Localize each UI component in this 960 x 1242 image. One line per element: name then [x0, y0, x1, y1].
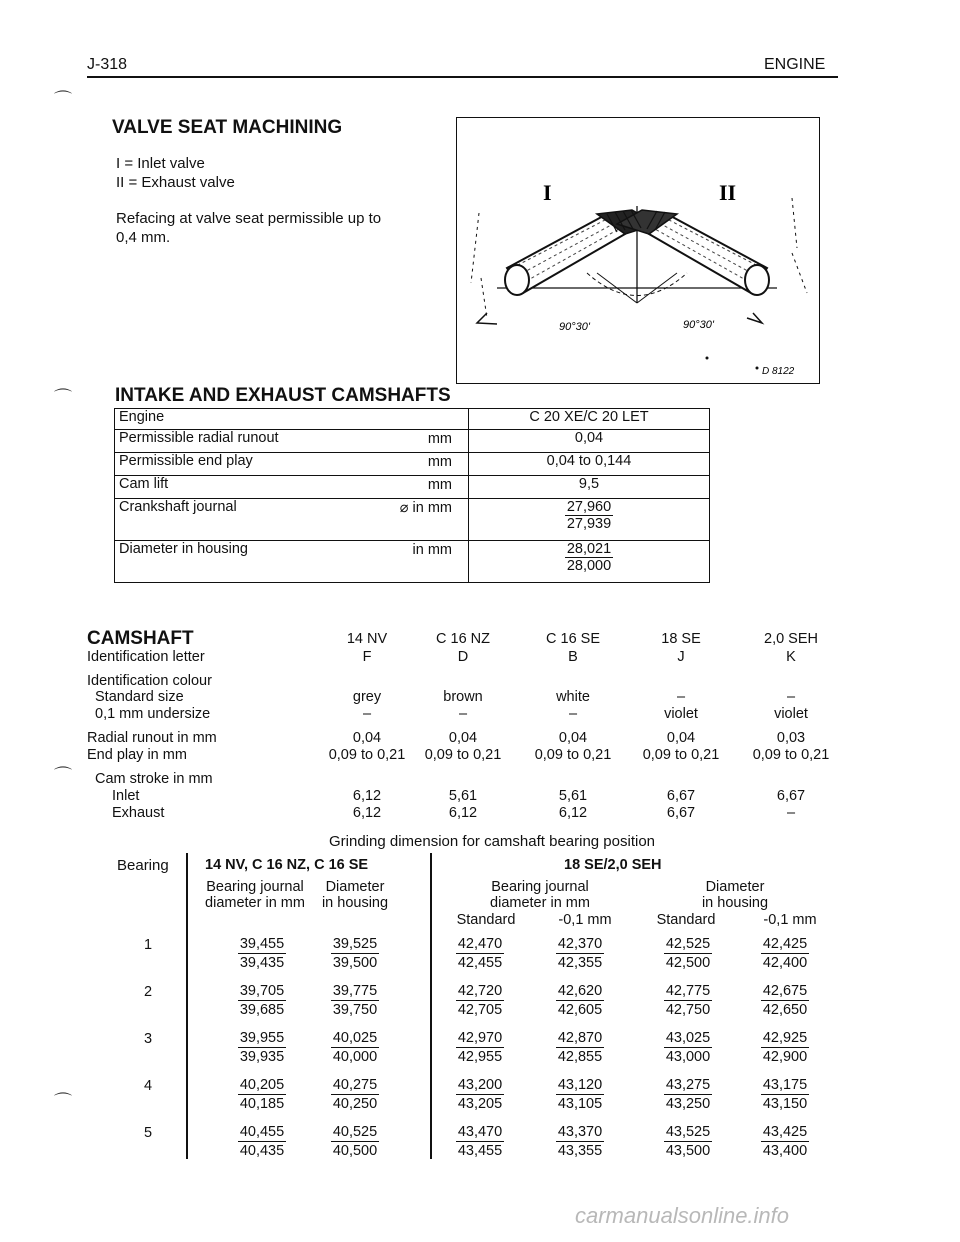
tolerance-lower: 43,355 [557, 1143, 603, 1159]
tolerance-upper: 39,455 [239, 936, 285, 952]
id-letter-value: K [786, 649, 796, 665]
tolerance-lower: 43,500 [665, 1143, 711, 1159]
end-play-value: 0,09 to 0,21 [328, 747, 406, 763]
spec-unit: mm [427, 454, 452, 470]
exhaust-value: 6,67 [666, 805, 696, 821]
tolerance-upper: 42,620 [557, 983, 603, 999]
spec-value-lower: 27,939 [566, 516, 612, 532]
id-letter-value: B [568, 649, 578, 665]
spec-unit: ⌀ in mm [399, 500, 452, 516]
g2-journal-header-2: diameter in mm [490, 895, 590, 911]
tolerance-lower: 43,105 [557, 1096, 603, 1112]
tolerance-lower: 39,435 [239, 955, 285, 971]
margin-mark: ⌒ [54, 1092, 72, 1112]
end-play-value: 0,09 to 0,21 [642, 747, 720, 763]
tolerance-upper: 39,525 [332, 936, 378, 952]
exhaust-value: 6,12 [558, 805, 588, 821]
bearing-number: 4 [143, 1078, 153, 1094]
spec-value: C 20 XE/C 20 LET [469, 409, 710, 430]
inlet-value: 5,61 [558, 788, 588, 804]
bearing-tolerance [315, 1029, 395, 1066]
bearing-tolerance [540, 1123, 620, 1160]
spec-label: Permissible end play [119, 453, 253, 469]
tolerance-lower: 40,435 [239, 1143, 285, 1159]
col-header-18se: 18 SE [661, 631, 701, 647]
tolerance-lower: 39,500 [332, 955, 378, 971]
tolerance-upper: 43,370 [557, 1124, 603, 1140]
spec-value: 0,04 to 0,144 [469, 453, 710, 476]
g1-journal-header: Bearing journal [206, 879, 304, 895]
tolerance-lower: 42,400 [762, 955, 808, 971]
bearing-tolerance [648, 982, 728, 1019]
section-title: ENGINE [764, 56, 826, 73]
tolerance-upper: 39,775 [332, 983, 378, 999]
tolerance-upper: 43,200 [457, 1077, 503, 1093]
bearing-number: 1 [143, 937, 153, 953]
valve-seat-figure [456, 117, 820, 384]
standard-size-value: – [786, 689, 796, 705]
tolerance-lower: 42,955 [457, 1049, 503, 1065]
legend-exhaust: II = Exhaust valve [116, 174, 235, 191]
bearing-tolerance [315, 935, 395, 972]
tolerance-lower: 42,900 [762, 1049, 808, 1065]
radial-runout-value: 0,04 [448, 730, 478, 746]
tolerance-upper: 42,470 [457, 936, 503, 952]
bearing-tolerance [222, 935, 302, 972]
valve-seat-diagram [457, 118, 819, 383]
standard-size-value: – [676, 689, 686, 705]
inlet-value: 5,61 [448, 788, 478, 804]
tolerance-upper: 42,870 [557, 1030, 603, 1046]
tolerance-upper: 42,775 [665, 983, 711, 999]
bearing-tolerance [315, 982, 395, 1019]
g1-journal-header-2: diameter in mm [205, 895, 305, 911]
spec-label: Cam lift [119, 476, 169, 492]
tolerance-upper: 39,705 [239, 983, 285, 999]
refacing-note: Refacing at valve seat permissible up to [116, 210, 382, 227]
undersize-label: 0,1 mm undersize [95, 706, 211, 722]
id-letter-value: D [457, 649, 469, 665]
tolerance-lower: 39,935 [239, 1049, 285, 1065]
inlet-value: 6,12 [352, 788, 382, 804]
tolerance-upper: 39,955 [239, 1030, 285, 1046]
sub-minus: -0,1 mm [763, 912, 817, 928]
bearing-divider [186, 853, 188, 1159]
bearing-tolerance [745, 1123, 825, 1160]
tolerance-lower: 43,205 [457, 1096, 503, 1112]
bearing-number: 3 [143, 1031, 153, 1047]
standard-size-value: white [556, 689, 590, 705]
bearing-tolerance [540, 1076, 620, 1113]
col-header-14nv: 14 NV [346, 631, 388, 647]
id-colour-label: Identification colour [87, 673, 212, 689]
radial-runout-value: 0,03 [776, 730, 806, 746]
tolerance-lower: 43,455 [457, 1143, 503, 1159]
fig-label-exhaust: II [719, 180, 737, 205]
tolerance-lower: 40,250 [332, 1096, 378, 1112]
bearing-tolerance [315, 1076, 395, 1113]
spec-value-upper: 28,021 [566, 541, 612, 557]
tolerance-upper: 43,025 [665, 1030, 711, 1046]
bearing-tolerance [540, 982, 620, 1019]
legend-inlet: I = Inlet valve [116, 155, 205, 172]
spec-row-radial [115, 430, 710, 453]
bearing-tolerance [440, 1123, 520, 1160]
bearing-tolerance [648, 1029, 728, 1066]
camshafts-title: INTAKE AND EXHAUST CAMSHAFTS [115, 385, 451, 406]
sub-minus: -0,1 mm [558, 912, 612, 928]
header-rule [87, 76, 838, 78]
g2-journal-header: Bearing journal [491, 879, 589, 895]
tolerance-upper: 42,925 [762, 1030, 808, 1046]
g1-housing-header: Diameter [325, 879, 385, 895]
bearing-tolerance [222, 1076, 302, 1113]
undersize-value: – [362, 706, 372, 722]
margin-mark: ⌒ [54, 90, 72, 110]
bearing-number: 5 [143, 1125, 153, 1141]
bearing-tolerance [745, 935, 825, 972]
tolerance-lower: 43,400 [762, 1143, 808, 1159]
spec-unit: in mm [412, 542, 452, 558]
group2-title: 18 SE/2,0 SEH [564, 857, 662, 873]
spec-label: Diameter in housing [119, 541, 248, 557]
tolerance-lower: 40,500 [332, 1143, 378, 1159]
tolerance-lower: 42,455 [457, 955, 503, 971]
tolerance-lower: 42,605 [557, 1002, 603, 1018]
g2-housing-header: Diameter [705, 879, 765, 895]
end-play-label: End play in mm [87, 747, 187, 763]
cam-stroke-label: Cam stroke in mm [95, 771, 213, 787]
tolerance-upper: 40,025 [332, 1030, 378, 1046]
bearing-tolerance [648, 1123, 728, 1160]
margin-mark: ⌒ [54, 388, 72, 408]
tolerance-upper: 43,120 [557, 1077, 603, 1093]
tolerance-lower: 42,705 [457, 1002, 503, 1018]
tolerance-upper: 42,970 [457, 1030, 503, 1046]
undersize-value: violet [774, 706, 808, 722]
sub-standard: Standard [456, 912, 516, 928]
tolerance-lower: 40,000 [332, 1049, 378, 1065]
camshaft-title: CAMSHAFT [87, 628, 194, 649]
spec-row-engine [115, 409, 710, 430]
bearing-tolerance [222, 982, 302, 1019]
tolerance-lower: 43,000 [665, 1049, 711, 1065]
spec-unit: mm [427, 431, 452, 447]
tolerance-upper: 43,470 [457, 1124, 503, 1140]
camshaft-spec-table [114, 408, 710, 583]
radial-runout-value: 0,04 [558, 730, 588, 746]
bearing-tolerance [222, 1029, 302, 1066]
exhaust-label: Exhaust [112, 805, 165, 821]
radial-runout-value: 0,04 [352, 730, 382, 746]
standard-size-label: Standard size [95, 689, 184, 705]
bearing-number: 2 [143, 984, 153, 1000]
bearing-tolerance [440, 935, 520, 972]
tolerance-upper: 40,455 [239, 1124, 285, 1140]
col-header-c16se: C 16 SE [546, 631, 600, 647]
bearing-tolerance [315, 1123, 395, 1160]
tolerance-upper: 42,720 [457, 983, 503, 999]
bearing-tolerance [745, 1076, 825, 1113]
bearing-tolerance [540, 935, 620, 972]
g1-housing-header-2: in housing [321, 895, 389, 911]
bearing-tolerance [440, 1076, 520, 1113]
tolerance-upper: 42,675 [762, 983, 808, 999]
undersize-value: violet [664, 706, 698, 722]
bearing-tolerance [540, 1029, 620, 1066]
spec-unit: mm [427, 477, 452, 493]
fig-angle-left: 90°30' [559, 321, 590, 333]
id-letter-value: J [677, 649, 685, 665]
valve-seat-title: VALVE SEAT MACHINING [112, 117, 343, 138]
tolerance-upper: 42,525 [665, 936, 711, 952]
end-play-value: 0,09 to 0,21 [752, 747, 830, 763]
exhaust-value: 6,12 [352, 805, 382, 821]
g2-housing-header-2: in housing [701, 895, 769, 911]
bearing-tolerance [440, 982, 520, 1019]
spec-label: Engine [115, 409, 469, 430]
fig-angle-right: 90°30' [683, 319, 714, 331]
bearing-tolerance [222, 1123, 302, 1160]
spec-value: 9,5 [469, 476, 710, 499]
undersize-value: – [568, 706, 578, 722]
bearing-tolerance [440, 1029, 520, 1066]
undersize-value: – [458, 706, 468, 722]
id-letter-value: F [362, 649, 372, 665]
radial-runout-label: Radial runout in mm [87, 730, 217, 746]
tolerance-lower: 43,150 [762, 1096, 808, 1112]
refacing-note-value: 0,4 mm. [116, 229, 171, 246]
inlet-value: 6,67 [666, 788, 696, 804]
end-play-value: 0,09 to 0,21 [534, 747, 612, 763]
exhaust-value: 6,12 [448, 805, 478, 821]
spec-row-crankshaft [115, 499, 710, 541]
inlet-value: 6,67 [776, 788, 806, 804]
tolerance-upper: 43,525 [665, 1124, 711, 1140]
tolerance-lower: 39,750 [332, 1002, 378, 1018]
tolerance-lower: 42,650 [762, 1002, 808, 1018]
tolerance-lower: 39,685 [239, 1002, 285, 1018]
spec-row-camlift [115, 476, 710, 499]
tolerance-upper: 42,425 [762, 936, 808, 952]
end-play-value: 0,09 to 0,21 [424, 747, 502, 763]
tolerance-upper: 40,205 [239, 1077, 285, 1093]
spec-label: Permissible radial runout [119, 430, 279, 446]
bearing-tolerance [745, 982, 825, 1019]
bearing-tolerance [745, 1029, 825, 1066]
tolerance-lower: 42,750 [665, 1002, 711, 1018]
bearing-table-title: Grinding dimension for camshaft bearing position [329, 833, 656, 850]
fig-code: D 8122 [762, 366, 795, 377]
id-letter-label: Identification letter [87, 649, 205, 665]
tolerance-lower: 42,855 [557, 1049, 603, 1065]
tolerance-lower: 42,355 [557, 955, 603, 971]
group-divider [430, 853, 432, 1159]
fig-label-inlet: I [543, 180, 552, 205]
tolerance-upper: 43,425 [762, 1124, 808, 1140]
inlet-label: Inlet [112, 788, 140, 804]
tolerance-upper: 42,370 [557, 936, 603, 952]
spec-row-endplay [115, 453, 710, 476]
spec-label: Crankshaft journal [119, 499, 237, 515]
standard-size-value: brown [443, 689, 483, 705]
radial-runout-value: 0,04 [666, 730, 696, 746]
sub-standard: Standard [656, 912, 716, 928]
col-header-20seh: 2,0 SEH [764, 631, 818, 647]
bearing-tolerance [648, 935, 728, 972]
tolerance-upper: 43,275 [665, 1077, 711, 1093]
page-number: J-318 [87, 56, 128, 73]
tolerance-lower: 42,500 [665, 955, 711, 971]
bearing-col-label: Bearing [117, 857, 169, 874]
tolerance-lower: 40,185 [239, 1096, 285, 1112]
tolerance-upper: 40,525 [332, 1124, 378, 1140]
tolerance-upper: 40,275 [332, 1077, 378, 1093]
margin-mark: ⌒ [54, 766, 72, 786]
group1-title: 14 NV, C 16 NZ, C 16 SE [205, 857, 369, 873]
spec-value-upper: 27,960 [566, 499, 612, 515]
spec-value-lower: 28,000 [566, 558, 612, 574]
col-header-c16nz: C 16 NZ [436, 631, 490, 647]
bearing-tolerance [648, 1076, 728, 1113]
exhaust-value: – [786, 805, 796, 821]
tolerance-upper: 43,175 [762, 1077, 808, 1093]
standard-size-value: grey [352, 689, 382, 705]
spec-value: 0,04 [469, 430, 710, 453]
watermark: carmanualsonline.info [575, 1203, 790, 1228]
tolerance-lower: 43,250 [665, 1096, 711, 1112]
spec-row-housing [115, 541, 710, 583]
